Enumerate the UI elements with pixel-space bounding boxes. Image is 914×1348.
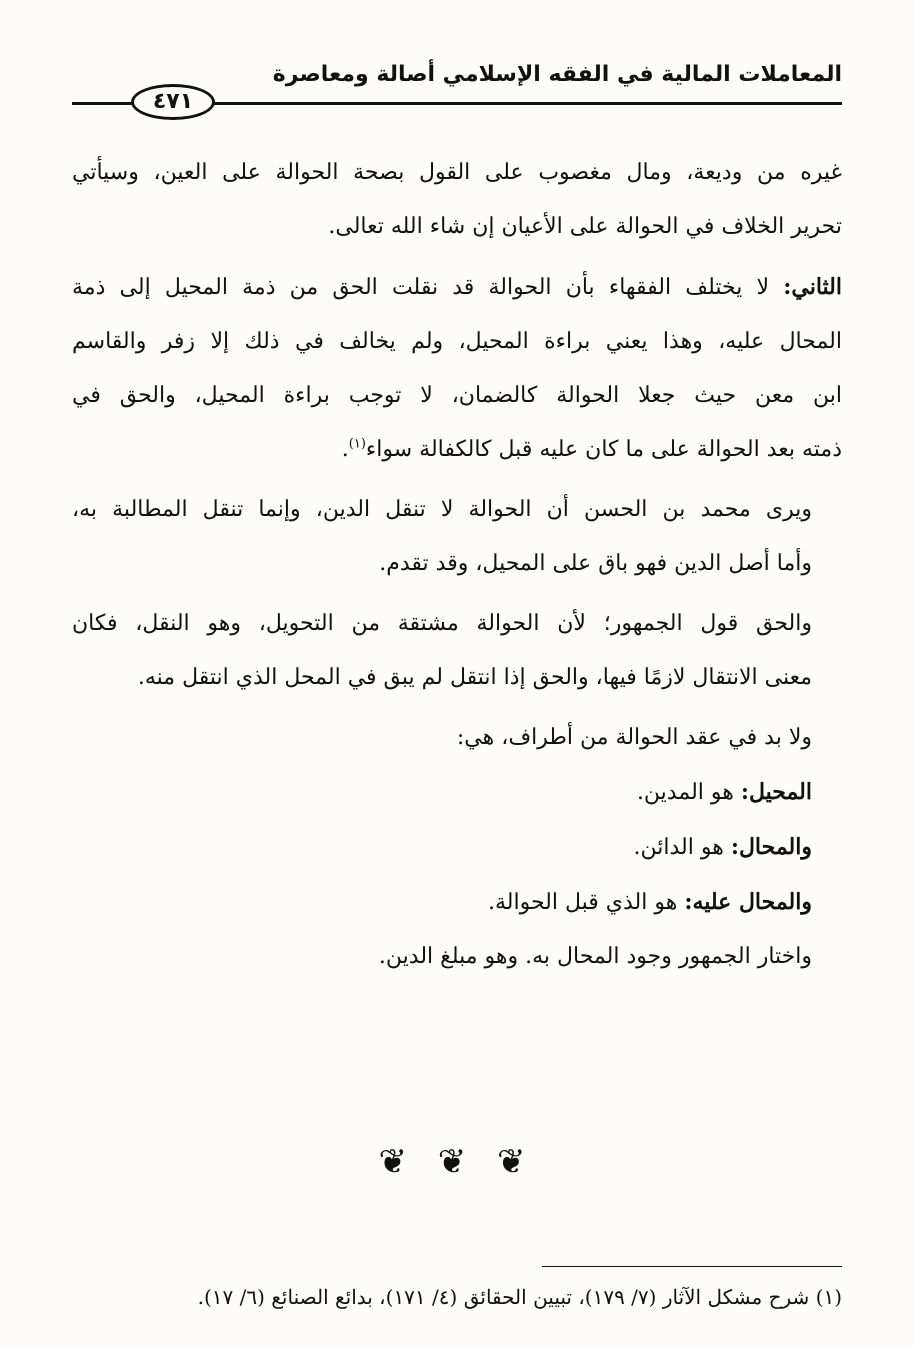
text-segment: لا يختلف الفقهاء بأن الحوالة قد نقلت الحق من ذمة المحيل إلى ذمة <box>72 275 770 300</box>
paragraph-2 <box>72 260 842 477</box>
paragraph-4 <box>72 597 842 705</box>
paragraph-1 <box>72 146 842 254</box>
definition-text: هو المدين. <box>636 780 734 805</box>
text-line: غيره من وديعة، ومال مغصوب على القول بصحة الحوالة على العين، وسيأتي <box>72 160 842 185</box>
text-segment: ذمته بعد الحوالة على ما كان عليه قبل كالكفالة سواء <box>365 437 842 462</box>
text-line <box>72 260 842 315</box>
footnote-rule <box>542 1266 842 1267</box>
paragraph-5 <box>72 711 842 984</box>
definition-term: المحيل: <box>740 779 812 805</box>
definition-muhil <box>72 765 842 820</box>
text-line: ويرى محمد بن الحسن أن الحوالة لا تنقل الدين، وإنما تنقل المطالبة به، <box>72 497 812 522</box>
definition-term: والمحال عليه: <box>684 889 812 915</box>
text-line: والحق قول الجمهور؛ لأن الحوالة مشتقة من التحويل، وهو النقل، فكان <box>72 611 812 636</box>
text-line: واختار الجمهور وجود المحال به. وهو مبلغ الدين. <box>378 944 812 969</box>
running-header-title: المعاملات المالية في الفقه الإسلامي أصالة ومعاصرة <box>272 62 842 87</box>
text-line <box>72 423 842 477</box>
text-line: ابن معن حيث جعلا الحوالة كالضمان، لا توجب براءة المحيل، والحق في <box>72 383 842 408</box>
footnote-reference[interactable]: (١) <box>348 436 366 452</box>
text-line: وأما أصل الدين فهو باق على المحيل، وقد تقدم. <box>379 551 812 576</box>
page-number-badge: ٤٧١ <box>131 84 215 120</box>
definition-muhal-alayh <box>72 875 842 930</box>
text-line: المحال عليه، وهذا يعني براءة المحيل، ولم يخالف في ذلك إلا زفر والقاسم <box>72 329 842 354</box>
definition-text: هو الدائن. <box>633 835 724 860</box>
text-segment: . <box>341 437 349 462</box>
text-line: تحرير الخلاف في الحوالة على الأعيان إن شاء الله تعالى. <box>328 214 842 239</box>
definition-muhal <box>72 820 842 875</box>
section-end-ornament-icon: ❦ ❦ ❦ <box>378 1142 536 1182</box>
definition-text: هو الذي قبل الحوالة. <box>487 890 678 915</box>
footnote-1: (١) شرح مشكل الآثار (٧/ ١٧٩)، تبيين الحقائق (٤/ ١٧١)، بدائع الصنائع (٦/ ١٧). <box>197 1285 842 1309</box>
paragraph-lead: الثاني: <box>783 274 842 300</box>
text-line: ولا بد في عقد الحوالة من أطراف، هي: <box>456 725 812 750</box>
main-text <box>72 146 842 990</box>
text-line: معنى الانتقال لازمًا فيها، والحق إذا انتقل لم يبق في المحل الذي انتقل منه. <box>137 665 812 690</box>
definition-term: والمحال: <box>730 834 812 860</box>
paragraph-3 <box>72 483 842 591</box>
